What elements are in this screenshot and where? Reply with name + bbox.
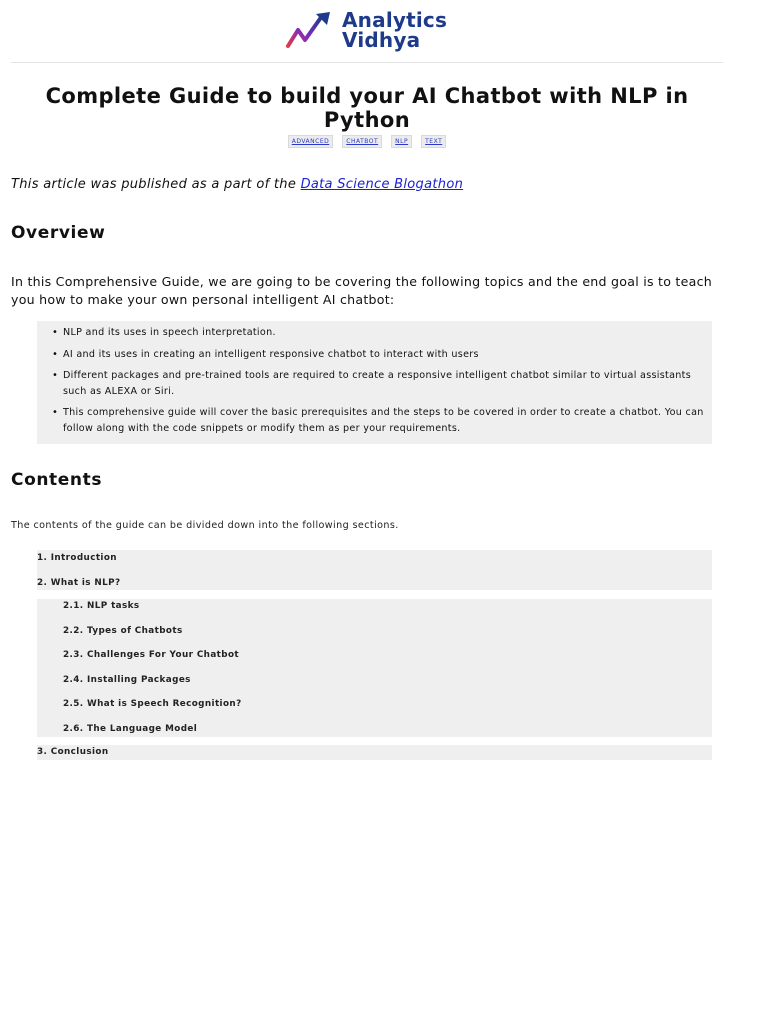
logo-line1: Analytics xyxy=(342,8,448,32)
toc-sub-block xyxy=(37,599,712,737)
toc-item-language-model[interactable]: 2.6. The Language Model xyxy=(63,723,198,734)
toc-item-introduction[interactable]: 1. Introduction xyxy=(37,553,117,563)
toc-main-block xyxy=(37,550,712,590)
trend-arrow-logo-icon xyxy=(286,10,336,50)
site-logo[interactable] xyxy=(286,10,447,50)
contents-heading: Contents xyxy=(11,470,103,490)
blogathon-note-text: This article was published as a part of the xyxy=(11,177,301,192)
contents-intro: The contents of the guide can be divided down into the following sections. xyxy=(11,520,399,531)
list-item: • NLP and its uses in speech interpretation. xyxy=(63,323,708,345)
overview-heading: Overview xyxy=(11,223,106,243)
blogathon-note xyxy=(11,177,463,192)
tag-chatbot[interactable]: CHATBOT xyxy=(342,135,382,148)
toc-item-speech-recognition[interactable]: 2.5. What is Speech Recognition? xyxy=(63,699,242,709)
toc-item-challenges[interactable]: 2.3. Challenges For Your Chatbot xyxy=(63,650,240,660)
overview-bullet-list xyxy=(37,321,712,444)
article-page xyxy=(11,0,723,757)
toc-item-nlp-tasks[interactable]: 2.1. NLP tasks xyxy=(63,601,140,611)
toc-item-types-of-chatbots[interactable]: 2.2. Types of Chatbots xyxy=(63,625,183,636)
list-item: • This comprehensive guide will cover the basic prerequisites and the steps to be covered in order to create a chatbot. You can follow along with the code snippets or modify them as per your requirements. xyxy=(63,403,708,440)
logo-line2: Vidhya xyxy=(342,28,421,52)
tag-advanced[interactable]: ADVANCED xyxy=(288,135,334,148)
list-item: • AI and its uses in creating an intelligent responsive chatbot to interact with users xyxy=(63,345,708,367)
article-title: Complete Guide to build your AI Chatbot with NLP in Python xyxy=(45,84,689,132)
tag-text[interactable]: TEXT xyxy=(421,135,446,148)
list-item: • Different packages and pre-trained tools are required to create a responsive intelligent chatbot similar to virtual assistants such as ALEXA or Siri. xyxy=(63,366,708,403)
toc-item-what-is-nlp[interactable]: 2. What is NLP? xyxy=(37,577,121,588)
toc-conclusion-block xyxy=(37,745,712,760)
logo-text xyxy=(342,10,447,50)
tag-nlp[interactable]: NLP xyxy=(391,135,412,148)
overview-paragraph: In this Comprehensive Guide, we are going to be covering the following topics and the end goal is to teach you how to make your own personal intelligent AI chatbot: xyxy=(11,274,712,307)
site-header xyxy=(11,0,723,63)
tag-list xyxy=(11,135,723,148)
toc-item-conclusion[interactable]: 3. Conclusion xyxy=(37,747,109,757)
blogathon-link[interactable]: Data Science Blogathon xyxy=(300,177,464,192)
toc-item-installing-packages[interactable]: 2.4. Installing Packages xyxy=(63,674,191,685)
